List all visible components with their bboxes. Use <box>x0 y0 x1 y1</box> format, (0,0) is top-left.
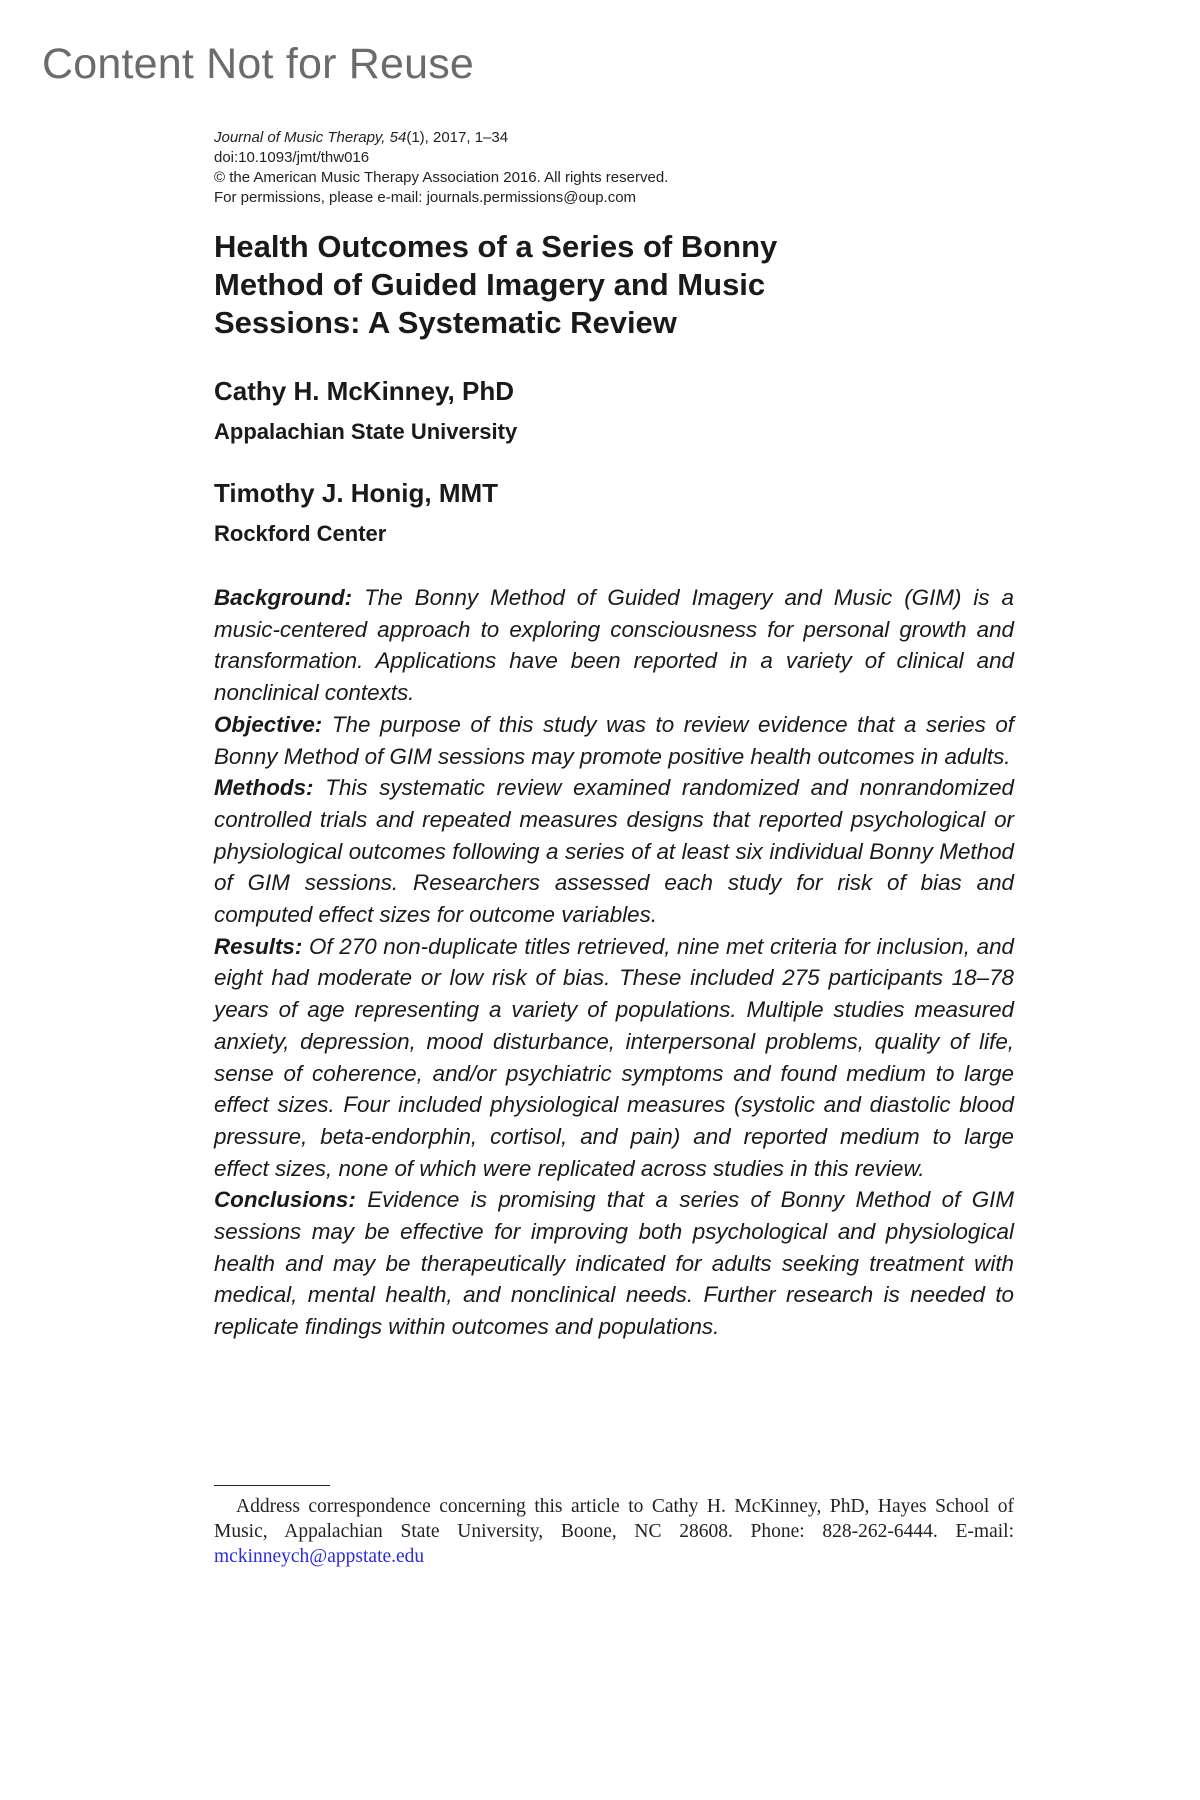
journal-name: Journal of Music Therapy, <box>214 129 386 146</box>
background-heading: Background: <box>214 585 353 610</box>
methods-text: This systematic review examined randomized and nonrandomized controlled trials and repeated measures designs that reported psychological or physiological outcomes following a series of at least six individual Bonny Method of GIM sessions. Researchers assessed each study for risk of bias and computed effect sizes for outcome variables. <box>214 775 1014 928</box>
correspondence-text: Address correspondence concerning this article to Cathy H. McKinney, PhD, Hayes School of Music, Appalachian State University, Boone, NC 28608. Phone: 828-262-6444. E-mail: <box>214 1496 1014 1542</box>
citation-rest: (1), 2017, 1–34 <box>406 129 509 146</box>
watermark-text: Content Not for Reuse <box>42 40 475 88</box>
article-title: Health Outcomes of a Series of Bonny Method of Guided Imagery and Music Sessions: A Systematic Review <box>214 229 778 340</box>
methods-heading: Methods: <box>214 775 314 801</box>
objective-heading: Objective: <box>214 711 323 737</box>
conclusions-heading: Conclusions: <box>214 1187 356 1213</box>
abstract-methods <box>214 772 1014 931</box>
author-name-1: Cathy H. McKinney, PhD <box>214 376 515 406</box>
article-first-page <box>214 128 1014 1343</box>
abstract-results <box>214 931 1014 1185</box>
results-text: Of 270 non-duplicate titles retrieved, nine met criteria for inclusion, and eight had moderate or low risk of bias. These included 275 participants 18–78 years of age representing a variety of populations. Multiple studies measured anxiety, depression, mood disturbance, interpersonal problems, quality of life, sense of coherence, and/or psychiatric symptoms and found medium to large effect sizes. Four included physiological measures (systolic and diastolic blood pressure, beta-endorphin, cortisol, and pain) and reported medium to large effect sizes, none of which were replicated across studies in this review. <box>214 933 1014 1181</box>
copyright-line: © the American Music Therapy Association 2016. All rights reserved. <box>214 169 669 186</box>
footnote-text <box>214 1494 1014 1569</box>
author-affiliation-1: Appalachian State University <box>214 419 518 444</box>
author-name-2: Timothy J. Honig, MMT <box>214 478 499 508</box>
results-heading: Results: <box>214 933 303 959</box>
abstract <box>214 582 1014 1343</box>
permissions-line: For permissions, please e-mail: journals.permissions@oup.com <box>214 189 637 206</box>
footnote <box>214 1485 1014 1569</box>
conclusions-text: Evidence is promising that a series of Bonny Method of GIM sessions may be effective for improving both psychological and physiological health and may be therapeutically indicated for adults seeking treatment with medical, mental health, and nonclinical needs. Further research is needed to replicate findings within outcomes and populations. <box>214 1187 1014 1340</box>
footnote-rule <box>214 1485 330 1486</box>
abstract-conclusions <box>214 1184 1014 1343</box>
background-text: The Bonny Method of Guided Imagery and Music (GIM) is a music-centered approach to exploring consciousness for personal growth and transformation. Applications have been reported in a variety of clinical and nonclinical contexts. <box>214 585 1014 706</box>
abstract-background <box>214 582 1014 709</box>
abstract-objective <box>214 709 1014 772</box>
journal-volume: 54 <box>389 129 407 146</box>
doi-line: doi:10.1093/jmt/thw016 <box>214 149 370 166</box>
author-affiliation-2: Rockford Center <box>214 521 387 546</box>
citation-line <box>214 128 1014 148</box>
email-link[interactable]: mckinneych@appstate.edu <box>214 1546 425 1567</box>
objective-text: The purpose of this study was to review evidence that a series of Bonny Method of GIM sessions may promote positive health outcomes in adults. <box>214 711 1014 769</box>
journal-metadata <box>214 128 1014 208</box>
